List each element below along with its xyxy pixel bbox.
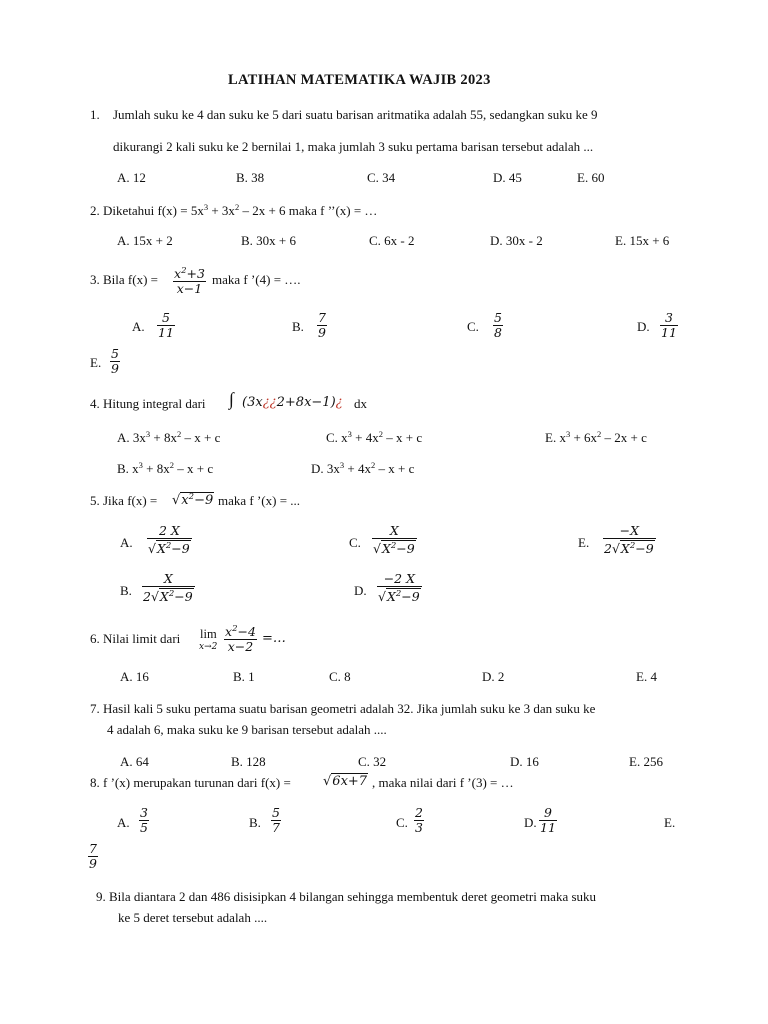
- q3-option-b-fraction: [317, 311, 327, 340]
- q8-option-c-num: 2: [415, 805, 423, 820]
- q2-sup-1: 3: [203, 202, 209, 212]
- q8-radicand: 6x+7: [332, 774, 368, 789]
- q6-option-c: C. 8: [329, 669, 351, 684]
- q8-option-c-den: 3: [415, 820, 423, 835]
- q5-option-b-base: X: [159, 589, 169, 604]
- question-3-prefix: 3. Bila f(x) =: [90, 272, 158, 287]
- q6-option-d: D. 2: [482, 669, 505, 684]
- q4-expr-d: ¿: [335, 395, 343, 410]
- q3-option-a-den: 11: [158, 325, 174, 340]
- q8-option-b-den: 7: [272, 820, 280, 835]
- q4-expr-b: ¿¿: [262, 395, 277, 410]
- q7-option-c: C. 32: [358, 754, 387, 769]
- q5-option-b-fraction: [142, 572, 195, 604]
- q5-option-d-num: −2 X: [383, 571, 416, 586]
- question-8-prefix: 8. f ’(x) merupakan turunan dari f(x) =: [90, 775, 291, 790]
- q8-option-b-letter: B.: [249, 815, 261, 830]
- q3-option-e-num: 5: [111, 346, 119, 361]
- q5-option-b-den: [142, 586, 195, 604]
- q5-option-b-sup: 2: [168, 589, 175, 599]
- q1-option-b: B. 38: [236, 170, 265, 185]
- q8-option-e-fraction: [88, 842, 98, 871]
- q4-option-b-pre: B. x: [117, 461, 139, 476]
- q3-num-rest: +3: [186, 266, 205, 281]
- q5-option-a-num: 2 X: [158, 523, 180, 538]
- question-7-line-2: 4 adalah 6, maka suku ke 9 barisan tersebut adalah ....: [107, 722, 387, 737]
- q1-option-d: D. 45: [493, 170, 522, 185]
- q5-option-c-sup: 2: [390, 541, 397, 551]
- q5-option-c-rest: −9: [396, 541, 415, 556]
- q3-option-c-den: 8: [494, 325, 502, 340]
- q5-option-b-coef: 2: [143, 589, 151, 604]
- page-title: LATIHAN MATEMATIKA WAJIB 2023: [228, 72, 491, 88]
- sqrt-icon: √: [611, 541, 620, 556]
- q4-option-e-sup-1: 3: [565, 429, 571, 439]
- q4-option-a-pre: A. 3x: [117, 430, 146, 445]
- q3-option-e-letter: E.: [90, 355, 102, 370]
- q7-option-e: E. 256: [629, 754, 663, 769]
- q6-option-b: B. 1: [233, 669, 255, 684]
- q5-option-a-fraction: [147, 524, 192, 556]
- q3-option-a-letter: A.: [132, 319, 145, 334]
- q8-option-e-den: 9: [89, 856, 97, 871]
- question-3-suffix: maka f ’(4) = ….: [212, 272, 301, 287]
- sqrt-icon: √: [172, 493, 181, 508]
- question-9-line-1: 9. Bila diantara 2 dan 486 disisipkan 4 bilangan sehingga membentuk deret geometri maka suku: [96, 889, 597, 904]
- q3-option-b-num: 7: [318, 310, 326, 325]
- q5-option-b-num: X: [163, 571, 173, 586]
- q5-option-a-sup: 2: [165, 541, 172, 551]
- q4-integrand: [242, 395, 343, 410]
- q5-option-c-fraction: [372, 524, 417, 556]
- q5-option-d-base: X: [386, 589, 396, 604]
- q4-option-c-sup-2: 2: [378, 429, 384, 439]
- q7-option-b: B. 128: [231, 754, 266, 769]
- q3-option-a-fraction: [157, 311, 175, 340]
- q5-option-d-sup: 2: [395, 589, 402, 599]
- q6-num-sup: 2: [232, 624, 238, 634]
- q5-option-e-num: −X: [619, 523, 640, 538]
- q3-fraction: [173, 264, 206, 296]
- question-6-prefix: 6. Nilai limit dari: [90, 631, 181, 646]
- question-1-number: 1.: [90, 107, 100, 122]
- sqrt-icon: √: [373, 541, 381, 556]
- question-2-text: [90, 202, 377, 219]
- q6-fraction-denominator: x−2: [224, 639, 257, 654]
- q3-fraction-numerator: [173, 264, 206, 281]
- q4-option-b-mid: + 8x: [142, 461, 170, 476]
- q4-option-c: [326, 429, 422, 446]
- q2-text-a: 2. Diketahui f(x) = 5x: [90, 203, 204, 218]
- q5-option-e-fraction: [603, 524, 656, 556]
- q7-option-a: A. 64: [120, 754, 149, 769]
- q4-option-b-sup-1: 3: [138, 460, 143, 470]
- question-7-line-1: 7. Hasil kali 5 suku pertama suatu barisan geometri adalah 32. Jika jumlah suku ke 3 dan suku ke: [90, 701, 596, 716]
- q2-option-c: C. 6x - 2: [369, 233, 415, 248]
- q6-lim: lim: [200, 627, 217, 641]
- q2-option-d: D. 30x - 2: [490, 233, 543, 248]
- q4-option-c-pre: C. x: [326, 430, 348, 445]
- q1-option-c: C. 34: [367, 170, 396, 185]
- q4-option-d-post: – x + c: [375, 461, 415, 476]
- q3-option-c-num: 5: [494, 310, 502, 325]
- q8-option-c-fraction: [414, 806, 424, 835]
- q8-option-a-num: 3: [140, 805, 148, 820]
- q3-option-e-den: 9: [111, 361, 119, 376]
- q5-option-a-den: [147, 538, 192, 556]
- q3-num-sup: 2: [181, 266, 187, 276]
- q8-root: [323, 774, 368, 789]
- q6-fraction-numerator: [224, 622, 257, 639]
- q5-option-e-rest: −9: [635, 541, 654, 556]
- q3-option-d-letter: D.: [637, 319, 650, 334]
- q5-option-b-rest: −9: [174, 589, 193, 604]
- q4-option-a-sup-2: 2: [176, 429, 182, 439]
- q8-option-d-fraction: [539, 806, 557, 835]
- q5-option-b-letter: B.: [120, 583, 132, 598]
- q4-option-b: [117, 460, 213, 477]
- q4-option-e: [545, 429, 647, 446]
- q5-option-a-rest: −9: [171, 541, 190, 556]
- q5-option-d-den: [377, 586, 422, 604]
- q8-option-d-num: 9: [543, 805, 552, 820]
- q6-lim-sub: x→2: [199, 642, 218, 652]
- question-4-prefix: 4. Hitung integral dari: [90, 396, 206, 411]
- q3-option-d-den: 11: [661, 325, 677, 340]
- question-8-suffix: , maka nilai dari f ’(3) = …: [372, 775, 514, 790]
- q5-root-sup: 2: [188, 492, 195, 502]
- q4-option-d: [311, 460, 414, 477]
- q3-fraction-denominator: x−1: [173, 281, 206, 296]
- q5-option-e-base: X: [620, 541, 630, 556]
- q4-expr-a: (3x: [242, 395, 263, 410]
- q5-root-rest: −9: [194, 493, 214, 508]
- q4-expr-c: 2+8x−1): [276, 395, 336, 410]
- q8-option-d-den: 11: [540, 820, 556, 835]
- q8-option-e-letter: E.: [664, 815, 676, 830]
- q4-option-b-post: – x + c: [174, 461, 214, 476]
- q8-option-b-fraction: [271, 806, 281, 835]
- q2-sup-2: 2: [234, 202, 240, 212]
- q6-num-rest: −4: [237, 624, 256, 639]
- q1-option-e: E. 60: [577, 170, 605, 185]
- q5-option-e-coef: 2: [604, 541, 612, 556]
- q4-option-a-sup-1: 3: [145, 429, 151, 439]
- q2-text-b: + 3x: [208, 203, 235, 218]
- q4-option-d-sup-2: 2: [370, 460, 376, 470]
- q6-fraction: [224, 622, 257, 654]
- q5-option-d-fraction: [377, 572, 422, 604]
- q1-option-a: A. 12: [117, 170, 146, 185]
- q3-num-base: x: [174, 266, 182, 281]
- question-1-line-2: dikurangi 2 kali suku ke 2 bernilai 1, maka jumlah 3 suku pertama barisan tersebut adalah ...: [113, 139, 594, 154]
- q5-option-e-den: [603, 538, 656, 556]
- q4-option-e-post: – 2x + c: [601, 430, 647, 445]
- q8-option-d-letter: D.: [524, 815, 537, 830]
- q5-option-c-den: [372, 538, 417, 556]
- q4-option-e-sup-2: 2: [597, 429, 602, 439]
- q4-option-c-sup-1: 3: [347, 429, 352, 439]
- sqrt-icon: √: [323, 774, 332, 789]
- q3-option-a-num: 5: [161, 310, 170, 325]
- q4-option-c-post: – x + c: [383, 430, 423, 445]
- q4-option-b-sup-2: 2: [169, 460, 175, 470]
- q5-option-c-letter: C.: [349, 535, 361, 550]
- q8-option-a-letter: A.: [117, 815, 130, 830]
- q4-option-a-mid: + 8x: [150, 430, 177, 445]
- sqrt-icon: √: [150, 589, 159, 604]
- question-5-prefix: 5. Jika f(x) =: [90, 493, 158, 508]
- question-4-suffix: dx: [354, 396, 367, 411]
- q5-option-d-letter: D.: [354, 583, 367, 598]
- q4-option-d-mid: + 4x: [344, 461, 371, 476]
- sqrt-icon: √: [148, 541, 156, 556]
- q6-num-base: x: [225, 624, 233, 639]
- question-5-suffix: maka f ’(x) = ...: [218, 493, 301, 508]
- q8-option-a-fraction: [139, 806, 149, 835]
- q5-option-d-rest: −9: [401, 589, 420, 604]
- q5-root-base: x: [181, 493, 189, 508]
- q4-option-a-post: – x + c: [181, 430, 221, 445]
- question-9-line-2: ke 5 deret tersebut adalah ....: [118, 910, 268, 925]
- q3-option-e-fraction: [110, 347, 120, 376]
- q8-option-b-num: 5: [272, 805, 280, 820]
- q6-option-a: A. 16: [120, 669, 149, 684]
- q4-option-a: [117, 429, 220, 446]
- q2-option-e: E. 15x + 6: [615, 233, 670, 248]
- q3-option-b-letter: B.: [292, 319, 304, 334]
- q8-option-a-den: 5: [140, 820, 148, 835]
- sqrt-icon: √: [378, 589, 386, 604]
- q3-option-c-fraction: [493, 311, 503, 340]
- q8-option-c-letter: C.: [396, 815, 408, 830]
- q4-option-e-mid: + 6x: [570, 430, 598, 445]
- q4-option-e-pre: E. x: [545, 430, 566, 445]
- q5-root: [172, 492, 214, 508]
- q3-option-b-den: 9: [318, 325, 326, 340]
- q2-option-a: A. 15x + 2: [117, 233, 173, 248]
- q7-option-d: D. 16: [510, 754, 539, 769]
- q5-option-e-sup: 2: [629, 541, 636, 551]
- q6-option-e: E. 4: [636, 669, 657, 684]
- q5-option-a-letter: A.: [120, 535, 133, 550]
- q5-option-e-letter: E.: [578, 535, 590, 550]
- q3-option-d-num: 3: [664, 310, 673, 325]
- q8-option-e-num: 7: [89, 841, 97, 856]
- q5-radicand: [180, 492, 214, 508]
- q2-text-c: – 2x + 6 maka f ’’(x) = …: [239, 203, 378, 218]
- q3-option-c-letter: C.: [467, 319, 479, 334]
- question-1-line-1: Jumlah suku ke 4 dan suku ke 5 dari suatu barisan aritmatika adalah 55, sedangkan suku ke 9: [113, 107, 598, 122]
- integral-sign-icon: ∫: [229, 389, 234, 409]
- q5-option-a-base: X: [156, 541, 166, 556]
- q6-suffix: =…: [262, 631, 286, 646]
- q2-option-b: B. 30x + 6: [241, 233, 297, 248]
- q5-option-c-base: X: [381, 541, 391, 556]
- q4-option-d-pre: D. 3x: [311, 461, 340, 476]
- q3-option-d-fraction: [660, 311, 678, 340]
- q4-option-c-mid: + 4x: [351, 430, 379, 445]
- q5-option-c-num: X: [389, 523, 399, 538]
- q4-option-d-sup-1: 3: [339, 460, 345, 470]
